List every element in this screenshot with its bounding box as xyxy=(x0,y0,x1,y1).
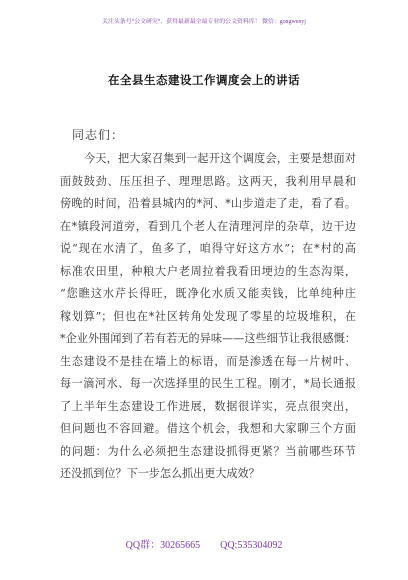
paragraph-line: 生态建设不是挂在墙上的标语，而是渗透在每一片树叶、 xyxy=(60,354,356,368)
promo-header: 关注头条号“公文研究”，获得最新最全最专业的公文资料库！ 微信：gongwenyj xyxy=(102,19,306,25)
paragraph-line: 傍晚的时间，沿着县城内的*河、*山步道走了走，看了看。 xyxy=(60,197,356,210)
paragraph-line: 标准农田里，种粮大户老周拉着我看田埂边的生态沟渠， xyxy=(60,264,356,278)
contact-footer xyxy=(0,536,408,551)
paragraph-line: 的问题：为什么必须把生态建设抓得更紧？当前哪些环节 xyxy=(60,444,356,458)
qq-number: QQ:535304092 xyxy=(220,540,283,551)
paragraph-line: *企业外围闻到了若有若无的异味——这些细节让我很感慨： xyxy=(60,332,356,345)
document-title: 在全县生态建设工作调度会上的讲话 xyxy=(108,73,300,87)
paragraph-line: 今天，把大家召集到一起开这个调度会，主要是想面对 xyxy=(84,152,356,165)
paragraph-line: 还没抓到位？下一步怎么抓出更大成效？ xyxy=(60,467,260,480)
body-paragraph xyxy=(60,148,356,486)
paragraph-line: 但问题也不容回避。借这个机会，我想和大家聊三个方面 xyxy=(60,422,356,435)
paragraph-line: 了上半年生态建设工作进展，数据很详实，亮点很突出， xyxy=(60,399,356,413)
salutation: 同志们： xyxy=(72,128,125,142)
paragraph-line: 稼划算”；但也在*社区转角处发现了零星的垃圾堆积，在 xyxy=(60,309,356,323)
paragraph-line: 每一滴河水、每一次选择里的民生工程。刚才，*局长通报 xyxy=(60,377,356,390)
paragraph-line: 说“现在水清了，鱼多了，咱得守好这方水”；在*村的高 xyxy=(60,242,356,255)
paragraph-line: 在*镇段河道旁，看到几个老人在清理河岸的杂草，边干边 xyxy=(60,219,356,233)
paragraph-line: 面鼓鼓劲、压压担子、理理思路。这两天，我利用早晨和 xyxy=(60,174,356,188)
paragraph-line: “您瞧这水芹长得旺，既净化水质又能卖钱，比单纯种庄 xyxy=(60,287,356,300)
qq-group-number: QQ群：30265665 xyxy=(125,540,201,551)
